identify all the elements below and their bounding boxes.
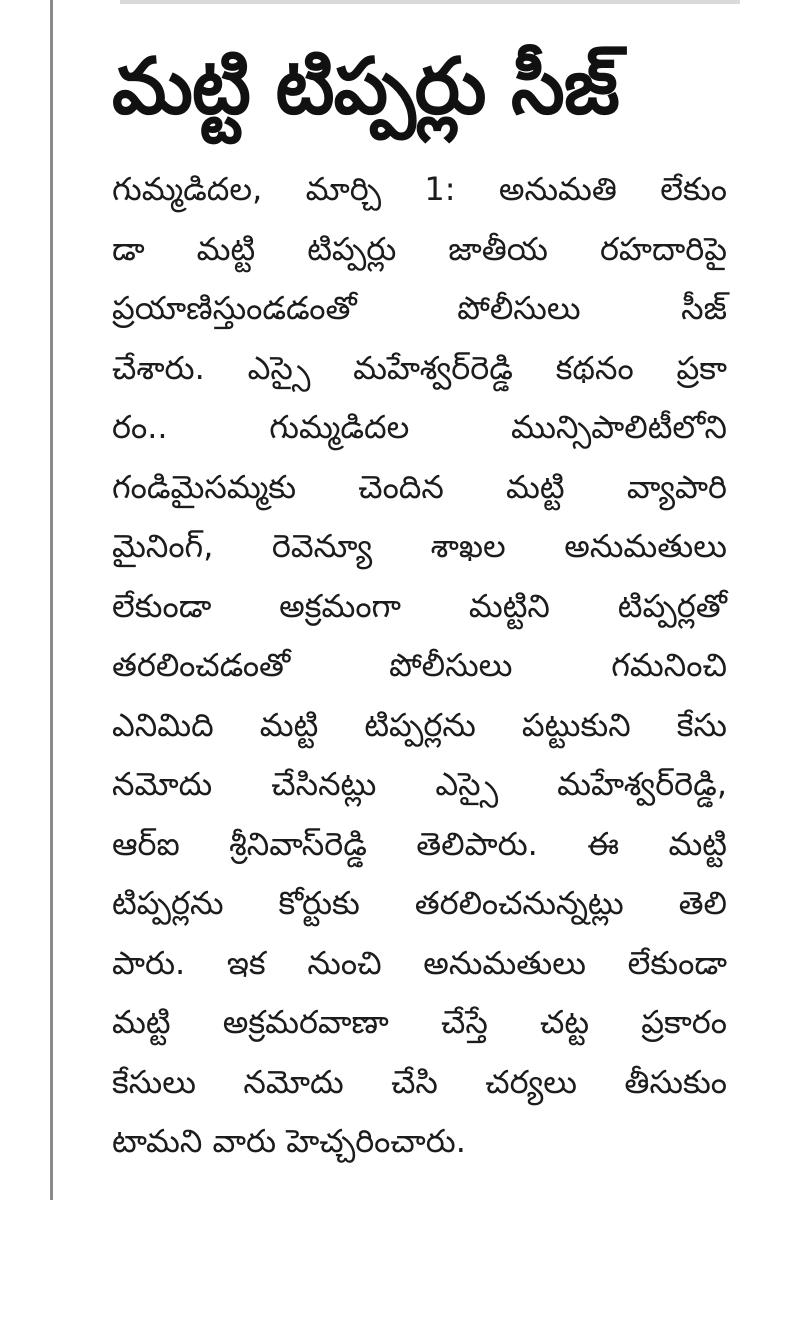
article-line: కేసులు నమోదు చేసి చర్యలు తీసుకుం [112,1062,727,1101]
article-line: ప్రయాణిస్తుండడంతో పోలీసులు సీజ్ [112,289,727,327]
article-line: టిప్పర్లను కోర్టుకు తరలించనున్నట్లు తెలి [112,884,727,922]
article-headline: మట్టి టిప్పర్లు సీజ్ [112,42,619,132]
article-line: ఎనిమిది మట్టి టిప్పర్లను పట్టుకుని కేసు [112,705,727,744]
article-line: గుమ్మడిదల, మార్చి 1: అనుమతి లేకుం [112,170,727,208]
article-body [112,160,727,1172]
article-line: లేకుండా అక్రమంగా మట్టిని టిప్పర్లతో [112,586,727,625]
article-line: ఆర్ఐ శ్రీనివాస్‌రెడ్డి తెలిపారు. ఈ మట్టి [112,824,727,863]
article-line: చేశారు. ఎస్సై మహేశ్వర్‌రెడ్డి కథనం ప్రకా [112,348,727,387]
article-line: డా మట్టి టిప్పర్లు జాతీయ రహదారిపై [112,229,727,268]
column-divider-line [50,0,53,1200]
top-border-rule [120,0,740,4]
article-line: టామని వారు హెచ్చరించారు. [112,1122,466,1160]
article-line: పారు. ఇక నుంచి అనుమతులు లేకుండా [112,943,727,982]
article-line: గండిమైసమ్మకు చెందిన మట్టి వ్యాపారి [112,467,727,506]
article-line: రం.. గుమ్మడిదల మున్సిపాలిటీలోని [112,408,727,446]
news-article [112,28,732,1172]
article-line: నమోదు చేసినట్లు ఎస్సై మహేశ్వర్‌రెడ్డి, [112,765,727,803]
article-line: తరలించడంతో పోలీసులు గమనించి [112,646,727,684]
article-line: మట్టి అక్రమరవాణా చేస్తే చట్ట ప్రకారం [112,1003,727,1041]
article-line: మైనింగ్, రెవెన్యూ శాఖల అనుమతులు [112,527,727,565]
